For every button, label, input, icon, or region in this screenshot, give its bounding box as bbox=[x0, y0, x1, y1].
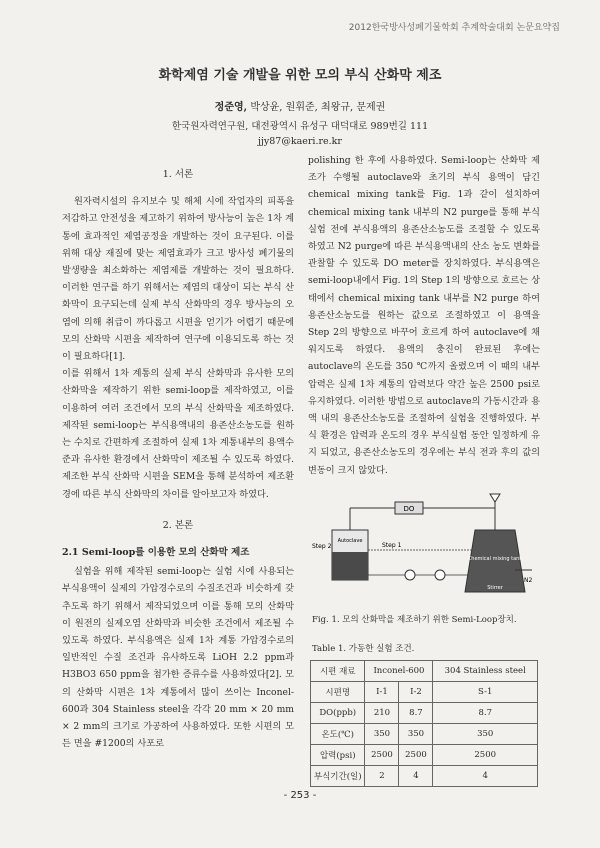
paper-title: 화학제염 기술 개발을 위한 모의 부식 산화막 제조 bbox=[158, 68, 442, 83]
cell: I-2 bbox=[399, 682, 433, 703]
cell: 2500 bbox=[433, 745, 538, 766]
experiment-conditions-table bbox=[310, 660, 538, 787]
semi-loop-figure bbox=[310, 490, 538, 610]
header-material: 시편 재료 bbox=[311, 661, 365, 682]
authors bbox=[0, 98, 600, 113]
cell: 350 bbox=[399, 724, 433, 745]
pump-symbol bbox=[405, 570, 415, 580]
email: jjy87@kaeri.re.kr bbox=[258, 136, 342, 147]
row-label: 시편명 bbox=[311, 682, 365, 703]
cell: 2 bbox=[365, 766, 399, 787]
running-header: 2012한국방사성폐기물학회 추계학술대회 논문요약집 bbox=[348, 23, 560, 33]
cell: S-1 bbox=[433, 682, 538, 703]
section-2-1-heading: 2.1 Semi-loop를 이용한 모의 산화막 제조 bbox=[62, 547, 250, 559]
valve-symbol bbox=[435, 570, 445, 580]
table-row bbox=[311, 682, 538, 703]
header-inconel: Inconel-600 bbox=[365, 661, 433, 682]
cell: 350 bbox=[365, 724, 399, 745]
method-paragraph-continued: polishing 한 후에 사용하였다. Semi-loop는 산화막 제조가 수행될 autoclave와 초기의 부식 용액이 담긴 chemical mixing tank를 Fig. 1과 같이 설치하여 chemical mixing tank 내부의 N2 purge를 통해 부식실험 전에 부식용액의 용존산소농도를 조절할 수 있도록 하였고 N2 purge에 따른 부식용액내의 산소 농도 변화를 관찰할 수 있도록 DO meter를 장치하였다. 부식용액은 semi-loop내에서 Fig. 1의 Step 1의 방향으로 흐르는 상태에서 chemical mixing tank 내부를 N2 purge 하여 용존산소농도를 원하는 값으로 조절하였고 이 용액을 Step 2의 방향으로 바꾸어 흐르게 하여 autoclave에 채워지도록 하였다. 용액의 충진이 완료된 후에는 autoclave의 온도를 350 ℃까지 올렸으며 이 때의 내부 압력은 실제 1차 계통의 압력보다 약간 높은 2500 psi로 유지하였다. 이러한 방법으로 autoclave의 가동시간과 용액 내의 용존산소농도를 조절하여 실험을 진행하였다. 부식 환경은 압력과 온도의 경우 부식실험 동안 일정하게 유지 되었고, 용존산소농도의 경우에는 부식 전과 후의 값의 변동이 크지 않았다. bbox=[308, 155, 540, 476]
cell: 8.7 bbox=[433, 703, 538, 724]
intro-paragraph-2: 이를 위해서 1차 계통의 실제 부식 산화막과 유사한 모의 산화막을 제작하기 위한 semi-loop를 제작하였고, 이를 이용하여 여러 조건에서 모의 부식 산화막을 제조하였다. 제작된 semi-loop는 부식용액내의 용존산소농도를 원하는 수치로 간편하게 조절하여 실제 1차 계통내부의 용액수준과 유사한 환경에서 산화막이 제조될 수 있도록 하였다. 제조한 부식 산화막 시편을 SEM을 통해 분석하여 제조환경에 따른 부식 산화막의 차이를 알아보고자 하였다. bbox=[62, 368, 294, 500]
page-number: - 253 - bbox=[283, 790, 317, 801]
table-row bbox=[311, 766, 538, 787]
do-label: DO bbox=[403, 505, 415, 513]
n2-label: N2 bbox=[524, 577, 533, 584]
cell: 4 bbox=[433, 766, 538, 787]
cell: 210 bbox=[365, 703, 399, 724]
left-column bbox=[62, 160, 294, 753]
row-label: 온도(℃) bbox=[311, 724, 365, 745]
section-2-heading: 2. 본론 bbox=[162, 519, 194, 531]
cell: I-1 bbox=[365, 682, 399, 703]
stirrer-label: Stirrer bbox=[487, 585, 503, 591]
coauthors: 박상윤, 원휘준, 최왕규, 문제권 bbox=[247, 102, 386, 113]
intro-paragraph-1: 원자력시설의 유지보수 및 해체 시에 작업자의 피폭을 저감하고 안전성을 제고하기 위하여 방사능이 높은 1차 계통에 효과적인 제염공정을 개발하는 것이 요구된다. 이를 위해 대상 재질에 맞는 제염효과가 크고 방사성 폐기물의 발생량을 최소화하는 제염제를 개발하는 것이 필요하다. 이러한 연구를 하기 위해서는 제염의 대상이 되는 부식 산화막이 요구되는데 실제 부식 산화막의 경우 방사능의 오염에 의해 취급이 까다롭고 시편을 얻기가 어렵기 때문에 모의 산화막 시편을 제작하여 연구에 이용되도록 하는 것이 필요하다[1]. bbox=[62, 196, 294, 363]
step1-label: Step 1 bbox=[382, 542, 402, 549]
table-header-row bbox=[311, 661, 538, 682]
cell: 4 bbox=[399, 766, 433, 787]
figure-caption: Fig. 1. 모의 산화막을 제조하기 위한 Semi-Loop장치. bbox=[312, 615, 517, 625]
table-row bbox=[311, 745, 538, 766]
tank-label: Chemical mixing tank bbox=[467, 556, 523, 562]
right-column bbox=[308, 152, 540, 479]
step2-label: Step 2 bbox=[312, 543, 332, 550]
row-label: DO(ppb) bbox=[311, 703, 365, 724]
lead-author: 정준영, bbox=[214, 102, 248, 113]
section-1-heading: 1. 서론 bbox=[162, 169, 194, 180]
header-stainless: 304 Stainless steel bbox=[433, 661, 538, 682]
cell: 2500 bbox=[365, 745, 399, 766]
table-row bbox=[311, 724, 538, 745]
cell: 350 bbox=[433, 724, 538, 745]
affiliation: 한국원자력연구원, 대전광역시 유성구 대덕대로 989번길 111 bbox=[171, 121, 429, 132]
autoclave-label: Autoclave bbox=[337, 538, 363, 544]
table-row bbox=[311, 703, 538, 724]
cell: 2500 bbox=[399, 745, 433, 766]
row-label: 부식기간(일) bbox=[311, 766, 365, 787]
cell: 8.7 bbox=[399, 703, 433, 724]
autoclave-liquid bbox=[332, 552, 368, 580]
method-paragraph: 실험을 위해 제작된 semi-loop는 실험 시에 사용되는 부식용액이 실제의 가압경수로의 수질조건과 비슷하게 갖추도록 하기 위해서 제작되었으며 이를 통해 모의 산화막이 원전의 실제오염 산화막과 비슷한 조건에서 제조될 수 있도록 하였다. 부식용액은 실제 1차 계통 가압경수로의 일반적인 수질 조건과 유사하도록 LiOH 2.2 ppm과 H3BO3 650 ppm을 첨가한 증류수를 사용하였다[2]. 모의 산화막 시편은 1차 계통에서 많이 쓰이는 Inconel-600과 304 Stainless steel을 각각 20 mm × 20 mm × 2 mm의 크기로 가공하여 사용하였다. 또한 시편의 모든 면을 #1200의 사포로 bbox=[62, 566, 294, 750]
row-label: 압력(psi) bbox=[311, 745, 365, 766]
table-caption: Table 1. 가동한 실험 조건. bbox=[312, 644, 415, 654]
